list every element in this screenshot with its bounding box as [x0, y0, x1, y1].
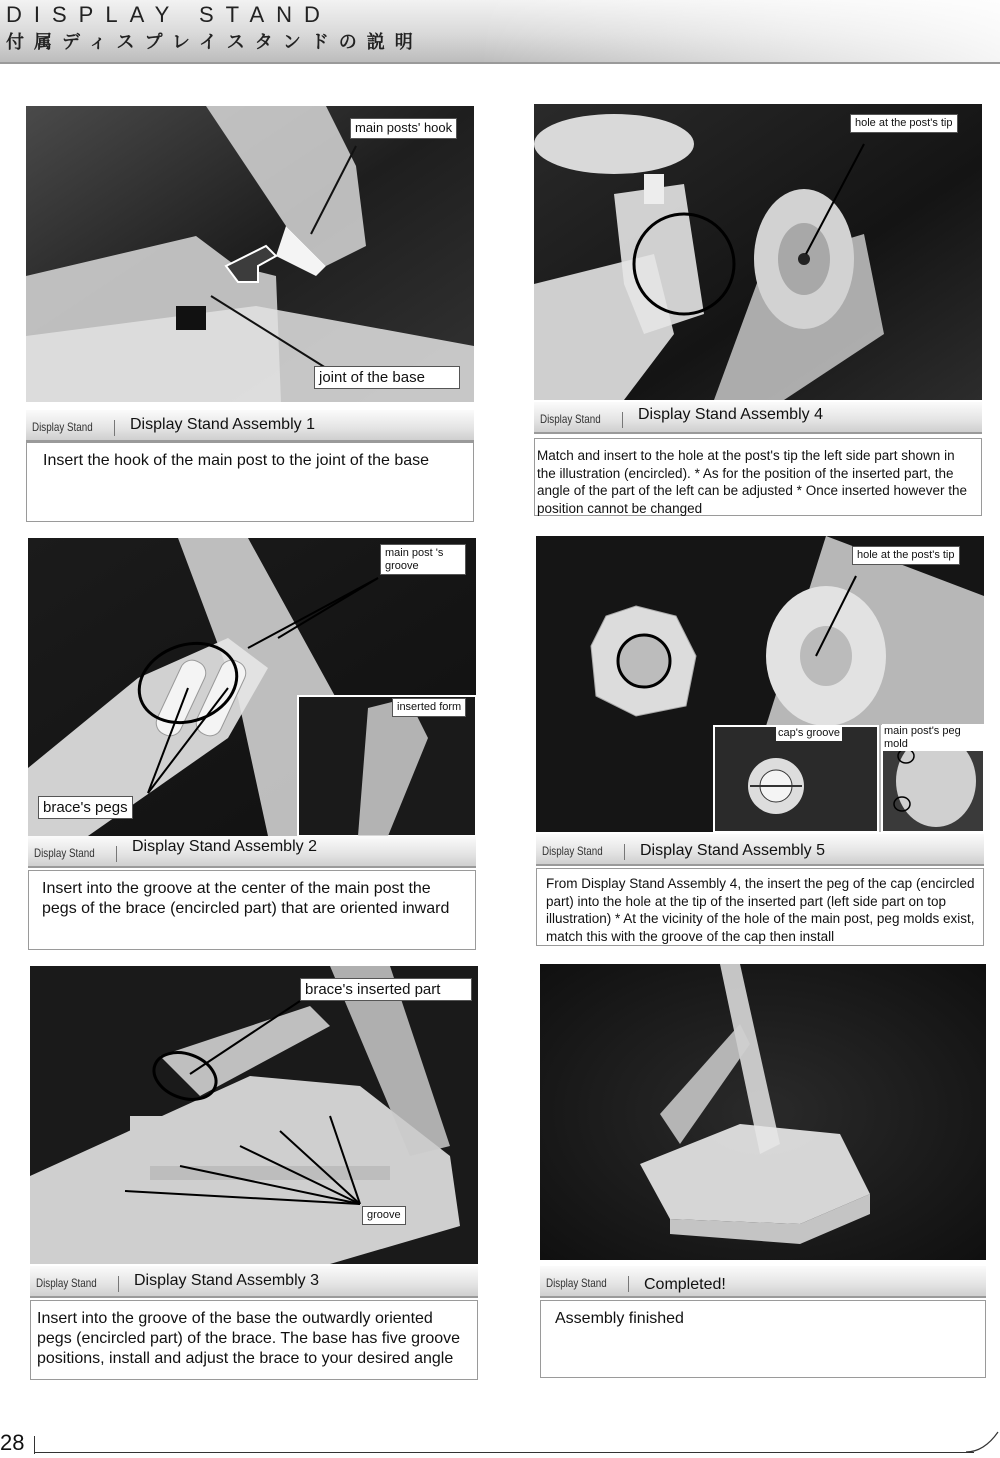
panel-description: Assembly finished	[540, 1300, 986, 1378]
photo-assembly-3	[30, 966, 478, 1264]
callout-main-posts-hook: main posts' hook	[350, 118, 457, 139]
footer-corner-curve	[966, 1430, 1000, 1454]
display-stand-tag: Display Stand	[546, 1276, 607, 1290]
panel-assembly-2	[28, 538, 476, 950]
photo-assembly-4	[534, 104, 982, 400]
display-stand-tag: Display Stand	[542, 844, 603, 858]
callout-braces-pegs: brace's pegs	[38, 796, 133, 819]
display-stand-tag: Display Stand	[36, 1276, 97, 1290]
bar-separator	[628, 1276, 629, 1292]
page-title-japanese: 付属ディスプレイスタンドの説明	[6, 32, 423, 52]
panel-title: Display Stand Assembly 1	[130, 416, 315, 433]
callout-main-post-groove: main post 's groove	[380, 544, 466, 575]
panel-assembly-1	[26, 106, 474, 522]
callout-inserted-form: inserted form	[392, 698, 466, 717]
display-stand-tag: Display Stand	[540, 412, 601, 426]
panel-title-bar	[26, 410, 474, 442]
footer-rule	[34, 1452, 974, 1453]
callout-hole-at-posts-tip: hole at the post's tip	[852, 546, 960, 565]
bar-separator	[116, 846, 117, 862]
callout-braces-inserted-part: brace's inserted part	[300, 978, 472, 1001]
photo-assembly-1	[26, 106, 474, 402]
panel-title: Display Stand Assembly 2	[132, 838, 317, 855]
panel-title-bar	[540, 1266, 986, 1298]
panel-title: Completed!	[644, 1276, 726, 1293]
bar-separator	[114, 420, 115, 436]
photo-assembly-5	[536, 536, 984, 832]
panel-completed	[540, 964, 986, 1378]
bar-separator	[118, 1276, 119, 1292]
panel-assembly-5	[536, 536, 984, 946]
panel-title: Display Stand Assembly 4	[638, 406, 823, 423]
callout-hole-at-posts-tip: hole at the post's tip	[850, 114, 958, 133]
panel-description: Match and insert to the hole at the post's tip the left side part shown in the illustration (encircled). * As for the position of the inserted part, the angle of the part of the left can be adjusted * Once inserted however the position cannot be changed	[534, 438, 982, 516]
panel-description: From Display Stand Assembly 4, the insert the peg of the cap (encircled part) into the hole at the tip of the inserted part (left side part on top illustration) * At the vicinity of the hole of the main post, peg molds exist, match this with the groove of the cap then install	[536, 868, 984, 946]
panel-title-bar	[28, 836, 476, 868]
page-number: 28	[0, 1430, 25, 1455]
callout-main-posts-peg-mold: main post's peg mold	[882, 724, 984, 751]
panel-title: Display Stand Assembly 5	[640, 842, 825, 859]
photo-assembly-2	[28, 538, 476, 836]
bar-separator	[622, 412, 623, 428]
display-stand-tag: Display Stand	[32, 420, 93, 434]
panel-title-bar	[30, 1266, 478, 1298]
photo-completed	[540, 964, 986, 1260]
page-title-english: DISPLAY STAND	[6, 2, 332, 27]
callout-joint-of-the-base: joint of the base	[314, 366, 460, 389]
callout-caps-groove: cap's groove	[778, 727, 841, 739]
callout-groove: groove	[362, 1206, 406, 1225]
panel-assembly-3	[30, 966, 478, 1380]
panel-assembly-4	[534, 104, 982, 516]
panel-title: Display Stand Assembly 3	[134, 1272, 319, 1289]
panel-title-bar	[534, 402, 982, 434]
display-stand-tag: Display Stand	[34, 846, 95, 860]
panel-description: Insert into the groove of the base the outwardly oriented pegs (encircled part) of the brace. The base has five groove positions, install and adjust the brace to your desired angle	[30, 1300, 478, 1380]
panel-description: Insert into the groove at the center of the main post the pegs of the brace (encircled part) that are oriented inward	[28, 870, 476, 950]
panel-title-bar	[536, 834, 984, 866]
panel-description: Insert the hook of the main post to the joint of the base	[26, 442, 474, 522]
bar-separator	[624, 844, 625, 860]
